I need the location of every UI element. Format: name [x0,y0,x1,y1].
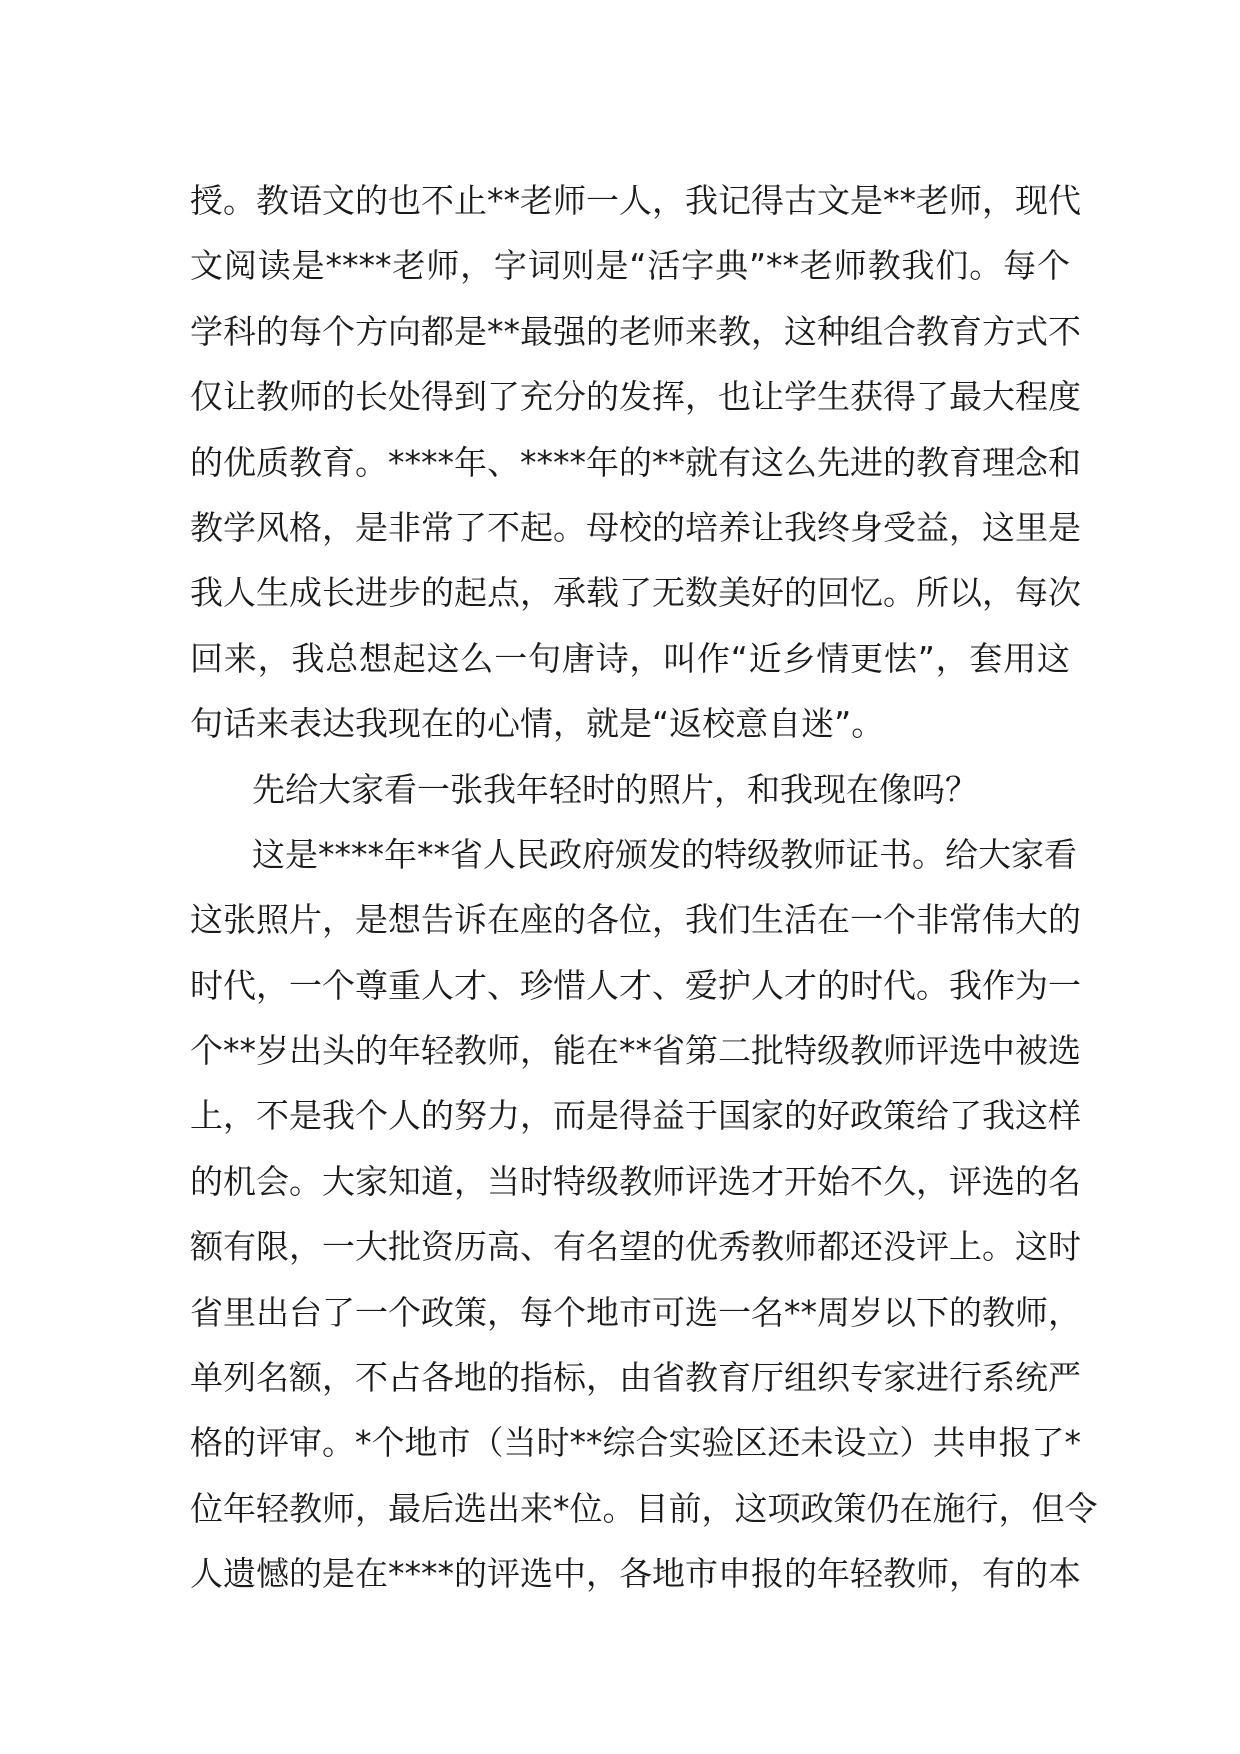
text-line: 上，不是我个人的努力，而是得益于国家的好政策给了我这样 [190,1096,1081,1136]
text-line: 文阅读是****老师，字词则是“活字典”**老师教我们。每个 [190,246,1070,286]
text-line: 人遗憾的是在****的评选中，各地市申报的年轻教师，有的本 [190,1554,1081,1594]
text-line: 学科的每个方向都是**最强的老师来教，这种组合教育方式不 [190,311,1081,351]
text-line: 格的评审。*个地市（当时**综合实验区还未设立）共申报了* [190,1423,1081,1463]
text-line: 额有限，一大批资历高、有名望的优秀教师都还没评上。这时 [190,1227,1081,1267]
text-line: 的机会。大家知道，当时特级教师评选才开始不久，评选的名 [190,1161,1081,1201]
text-line: 省里出台了一个政策，每个地市可选一名**周岁以下的教师， [190,1292,1081,1332]
text-line: 个**岁出头的年轻教师，能在**省第二批特级教师评选中被选 [190,1031,1081,1071]
text-line: 时代，一个尊重人才、珍惜人才、爱护人才的时代。我作为一 [190,965,1081,1005]
body-text [190,168,1098,1607]
text-line: 授。教语文的也不止**老师一人，我记得古文是**老师，现代 [190,181,1081,220]
text-line: 教学风格，是非常了不起。母校的培养让我终身受益，这里是 [190,507,1081,547]
text-line: 仅让教师的长处得到了充分的发挥，也让学生获得了最大程度 [190,377,1081,417]
text-line: 位年轻教师，最后选出来*位。目前，这项政策仍在施行，但令 [190,1488,1098,1528]
text-line: 回来，我总想起这么一句唐诗，叫作“近乡情更怯”，套用这 [190,638,1070,678]
text-line: 的优质教育。****年、****年的**就有这么先进的教育理念和 [190,442,1081,482]
paragraph-end-line: 句话来表达我现在的心情，就是“返校意自迷”。 [190,704,885,744]
text-line: 我人生成长进步的起点，承载了无数美好的回忆。所以，每次 [190,573,1081,613]
text-line: 这张照片，是想告诉在座的各位，我们生活在一个非常伟大的 [190,900,1081,940]
text-line: 单列名额，不占各地的指标，由省教育厅组织专家进行系统严 [190,1358,1081,1398]
paragraph-start-line: 这是****年**省人民政府颁发的特级教师证书。给大家看 [252,834,1077,874]
paragraph-line: 先给大家看一张我年轻时的照片，和我现在像吗？ [252,769,978,809]
